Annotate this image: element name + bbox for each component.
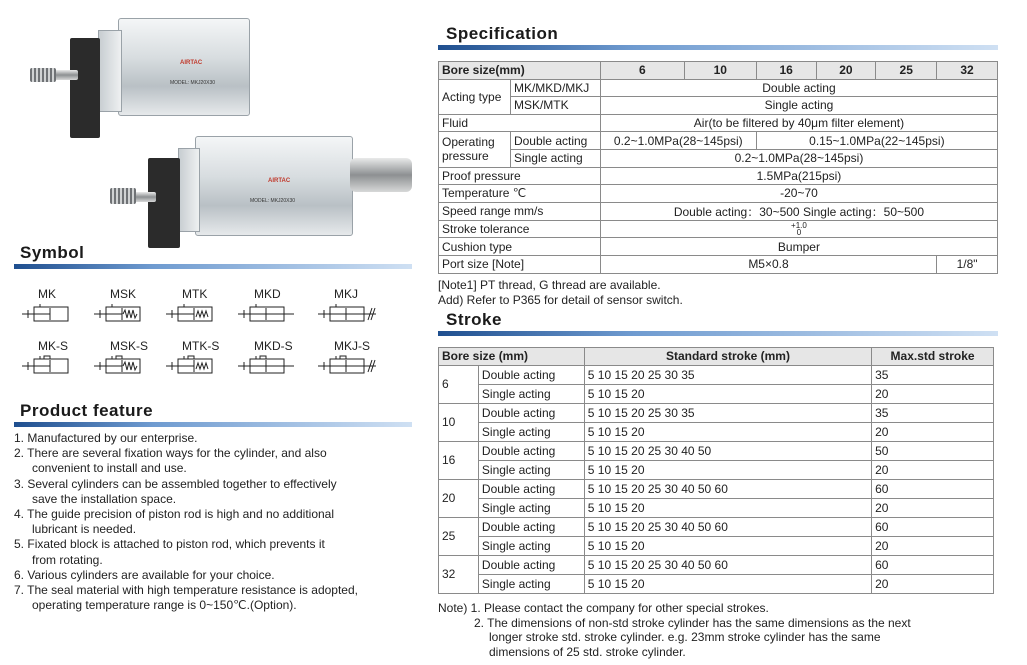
pressure-double-large: 0.15~1.0MPa(22~145psi) [756, 132, 997, 150]
stroke-bore-cell: 6 [439, 365, 479, 403]
pressure-label-line1: Operating [442, 135, 495, 150]
product-photo [10, 8, 415, 250]
fluid-value: Air(to be filtered by 40μm filter element) [600, 114, 997, 132]
symbol-mkj-s [316, 339, 386, 382]
feature-item-2 [14, 446, 424, 461]
stroke-bore-header: Bore size (mm) [439, 348, 585, 366]
tolerance-stack [791, 222, 807, 236]
stroke-type-single: Single acting [478, 384, 584, 403]
fixation-block-bottom [148, 158, 180, 248]
table-row [439, 441, 994, 460]
feature-number: 3. [14, 476, 25, 491]
feature-item-5-cont [14, 553, 424, 568]
cylinder-face-top [98, 30, 122, 112]
fixation-block-top [70, 38, 100, 138]
stroke-max-single: 20 [872, 460, 994, 479]
symbol-mk [20, 287, 90, 330]
stroke-type-single: Single acting [478, 460, 584, 479]
feature-number: 5. [14, 537, 25, 552]
cylinder-symbol-icon [92, 355, 154, 377]
spec-note-1: [Note1] PT thread, G thread are available. [438, 278, 661, 292]
port-size-label: Port size [Note] [439, 255, 601, 273]
cylinder-symbol-icon [164, 303, 226, 325]
stroke-note-2-cont-a: longer stroke std. stroke cylinder. e.g. 23mm stroke cylinder has the same [489, 630, 881, 644]
acting-type-label: Acting type [439, 79, 511, 114]
rod-thread-top [30, 68, 56, 82]
spec-title-bar [438, 45, 998, 50]
spec-notes [438, 278, 683, 307]
spec-note-2: Add) Refer to P365 for detail of sensor switch. [438, 292, 683, 307]
feature-item-4-cont [14, 522, 424, 537]
symbol-label: MSK [110, 287, 137, 301]
symbol-msk [92, 287, 162, 330]
table-row [439, 403, 994, 422]
stroke-tolerance-label: Stroke tolerance [439, 220, 601, 238]
stroke-tolerance-value [600, 220, 997, 238]
stroke-max-double: 60 [872, 479, 994, 498]
acting-value-double: Double acting [600, 79, 997, 97]
table-row [439, 422, 994, 441]
table-row [439, 536, 994, 555]
bore-6: 6 [600, 62, 684, 80]
feature-text: There are several fixation ways for the cylinder, and also [27, 446, 327, 461]
stroke-standard-double: 5 10 15 20 25 30 40 50 60 [584, 555, 871, 574]
stroke-max-double: 60 [872, 555, 994, 574]
feature-text: save the installation space. [32, 491, 177, 506]
cylinder-symbol-icon [164, 355, 226, 377]
stroke-max-double: 50 [872, 441, 994, 460]
table-row [439, 555, 994, 574]
operating-pressure-label [439, 132, 511, 167]
stroke-type-single: Single acting [478, 498, 584, 517]
stroke-standard-double: 5 10 15 20 25 30 40 50 [584, 441, 871, 460]
stroke-bore-cell: 20 [439, 479, 479, 517]
temperature-value: -20~70 [600, 185, 997, 203]
acting-value-single: Single acting [600, 97, 997, 115]
speed-range-value: Double acting：30~500 Single acting：50~500 [600, 202, 997, 220]
stroke-standard-single: 5 10 15 20 [584, 574, 871, 593]
feature-list [14, 431, 424, 613]
bore-25: 25 [876, 62, 937, 80]
feature-text: The seal material with high temperature resistance is adopted, [27, 583, 358, 598]
stroke-type-single: Single acting [478, 422, 584, 441]
stroke-type-double: Double acting [478, 403, 584, 422]
stroke-standard-double: 5 10 15 20 25 30 35 [584, 365, 871, 384]
feature-number: 2. [14, 446, 25, 461]
stroke-max-single: 20 [872, 498, 994, 517]
bore-20: 20 [816, 62, 876, 80]
model-label-top: MODEL: MKJ20X30 [170, 80, 216, 86]
stroke-notes [438, 601, 1018, 659]
stroke-max-double: 60 [872, 517, 994, 536]
cushion-type-label: Cushion type [439, 238, 601, 256]
stroke-type-double: Double acting [478, 479, 584, 498]
model-label-bottom: MODEL: MKJ20X30 [250, 198, 296, 204]
table-row [439, 460, 994, 479]
cylinder-symbol-icon [236, 303, 298, 325]
cylinder-symbol-icon [92, 303, 154, 325]
symbol-label: MKD-S [254, 339, 293, 353]
stroke-bore-cell: 10 [439, 403, 479, 441]
stroke-bore-cell: 16 [439, 441, 479, 479]
table-row [439, 479, 994, 498]
cylinder-body-top [118, 18, 250, 116]
feature-text: operating temperature range is 0~150℃.(Option). [32, 598, 297, 613]
port-size-large: 1/8" [937, 255, 998, 273]
temperature-label: Temperature ℃ [439, 185, 601, 203]
stroke-type-double: Double acting [478, 365, 584, 384]
cylinder-symbol-icon [316, 355, 378, 377]
proof-pressure-value: 1.5MPa(215psi) [600, 167, 997, 185]
stroke-standard-single: 5 10 15 20 [584, 498, 871, 517]
cylinder-symbol-icon [236, 355, 298, 377]
spec-title: Specification [446, 24, 559, 43]
stroke-standard-double: 5 10 15 20 25 30 40 50 60 [584, 479, 871, 498]
feature-item-6 [14, 568, 424, 583]
pressure-single-label: Single acting [510, 149, 600, 167]
feature-item-4 [14, 507, 424, 522]
stroke-type-double: Double acting [478, 555, 584, 574]
stroke-note-1: Note) 1. Please contact the company for other special strokes. [438, 601, 769, 615]
stroke-bore-cell: 32 [439, 555, 479, 593]
port-size-small: M5×0.8 [600, 255, 936, 273]
bore-16: 16 [756, 62, 816, 80]
feature-text: Manufactured by our enterprise. [27, 431, 198, 445]
table-row [439, 517, 994, 536]
proof-pressure-label: Proof pressure [439, 167, 601, 185]
feature-number: 7. [14, 583, 25, 598]
cushion-type-value: Bumper [600, 238, 997, 256]
tolerance-upper: +1.0 [791, 221, 807, 231]
feature-item-3 [14, 477, 424, 492]
brand-label-bottom: AIRTAC [268, 178, 291, 184]
feature-item-7 [14, 583, 424, 598]
symbol-mkj [316, 287, 386, 330]
stroke-max-single: 20 [872, 536, 994, 555]
stroke-standard-header: Standard stroke (mm) [584, 348, 871, 366]
stroke-max-double: 35 [872, 365, 994, 384]
cylinder-body-bottom [195, 136, 353, 236]
stroke-title: Stroke [446, 310, 502, 329]
feature-item-2-cont [14, 461, 424, 476]
stroke-standard-single: 5 10 15 20 [584, 422, 871, 441]
stroke-type-single: Single acting [478, 536, 584, 555]
acting-models-single: MSK/MTK [510, 97, 600, 115]
symbol-mk-s [20, 339, 90, 382]
stroke-standard-single: 5 10 15 20 [584, 384, 871, 403]
feature-number: 4. [14, 507, 25, 522]
stroke-bore-cell: 25 [439, 517, 479, 555]
stroke-type-double: Double acting [478, 517, 584, 536]
feature-title-bar [14, 422, 412, 427]
stroke-note-2: 2. The dimensions of non-std stroke cylinder has the same dimensions as the next [474, 615, 911, 630]
symbol-label: MTK [182, 287, 208, 301]
symbol-label: MKJ [334, 287, 358, 301]
stroke-type-single: Single acting [478, 574, 584, 593]
feature-text: Various cylinders are available for your choice. [27, 567, 275, 582]
pressure-label-line2: pressure [442, 149, 489, 164]
feature-item-5 [14, 537, 424, 552]
feature-number: 6. [14, 567, 25, 582]
table-row [439, 384, 994, 403]
rod-thread-bottom [110, 188, 136, 204]
stroke-standard-single: 5 10 15 20 [584, 536, 871, 555]
tolerance-lower: 0 [796, 228, 802, 238]
stroke-max-single: 20 [872, 422, 994, 441]
symbol-msk-s [92, 339, 162, 382]
cylinder-face-bottom [178, 148, 200, 232]
symbol-label: MSK-S [110, 339, 149, 353]
stroke-type-double: Double acting [478, 441, 584, 460]
stroke-note-2-cont-b: dimensions of 25 std. stroke cylinder. [489, 644, 686, 659]
symbol-label: MK [38, 287, 56, 301]
symbol-label: MKJ-S [334, 339, 370, 353]
symbol-mkd-s [236, 339, 306, 382]
table-row [439, 498, 994, 517]
feature-text: convenient to install and use. [32, 461, 187, 476]
feature-title: Product feature [20, 401, 154, 420]
feature-number: 1. [14, 431, 25, 445]
fluid-label: Fluid [439, 114, 601, 132]
pressure-single-value: 0.2~1.0MPa(28~145psi) [600, 149, 997, 167]
symbol-label: MKD [254, 287, 281, 301]
table-row [439, 365, 994, 384]
feature-text: The guide precision of piston rod is high and no additional [27, 507, 335, 522]
feature-text: Several cylinders can be assembled together to effectively [27, 476, 337, 491]
feature-item-3-cont [14, 492, 424, 507]
stroke-standard-double: 5 10 15 20 25 30 35 [584, 403, 871, 422]
stroke-table [438, 347, 994, 594]
feature-text: from rotating. [32, 552, 103, 567]
feature-text: lubricant is needed. [32, 522, 137, 537]
cylinder-symbol-icon [316, 303, 378, 325]
symbol-mtk-s [164, 339, 234, 382]
stroke-standard-single: 5 10 15 20 [584, 460, 871, 479]
spec-table [438, 61, 998, 274]
feature-item-1 [14, 431, 424, 446]
stroke-max-single: 20 [872, 384, 994, 403]
bore-size-header: Bore size(mm) [439, 62, 601, 80]
symbol-label: MTK-S [182, 339, 220, 353]
acting-models-double: MK/MKD/MKJ [510, 79, 600, 97]
cylinder-symbol-icon [20, 355, 82, 377]
symbol-mtk [164, 287, 234, 330]
stroke-max-single: 20 [872, 574, 994, 593]
stroke-max-double: 35 [872, 403, 994, 422]
brand-label-top: AIRTAC [180, 60, 203, 66]
rear-rod-bottom [350, 158, 412, 192]
table-row [439, 574, 994, 593]
speed-range-label: Speed range mm/s [439, 202, 601, 220]
feature-item-7-cont [14, 598, 424, 613]
stroke-max-header: Max.std stroke [872, 348, 994, 366]
symbol-title: Symbol [20, 243, 85, 262]
pressure-double-label: Double acting [510, 132, 600, 150]
feature-text: Fixated block is attached to piston rod, which prevents it [27, 537, 325, 552]
cylinder-symbol-icon [20, 303, 82, 325]
stroke-title-bar [438, 331, 998, 336]
stroke-standard-double: 5 10 15 20 25 30 40 50 60 [584, 517, 871, 536]
symbol-title-bar [14, 264, 412, 269]
pressure-double-small: 0.2~1.0MPa(28~145psi) [600, 132, 756, 150]
symbol-label: MK-S [38, 339, 68, 353]
bore-10: 10 [684, 62, 756, 80]
bore-32: 32 [937, 62, 998, 80]
symbol-mkd [236, 287, 306, 330]
